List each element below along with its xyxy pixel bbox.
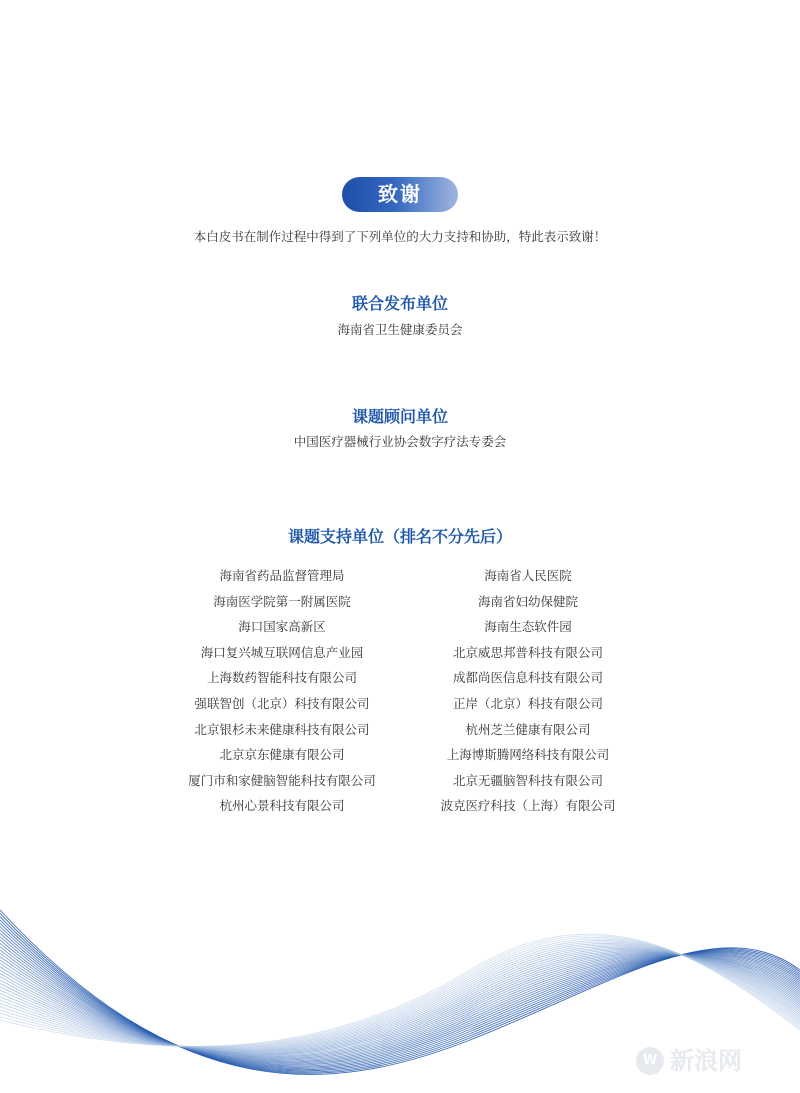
supporters-right-column [378,563,678,819]
supporter-item: 厦门市和家健脑智能科技有限公司 [188,772,376,788]
supporter-item: 上海数药智能科技有限公司 [206,670,357,686]
watermark [636,1045,786,1081]
supporter-item: 上海博斯腾网络科技有限公司 [446,747,610,763]
page-title: 致谢 [378,182,422,206]
supporter-item: 北京银杉未来健康科技有限公司 [194,721,370,737]
supporter-item: 海南省药品监督管理局 [219,568,345,583]
page-title-badge [342,177,458,212]
supporter-item: 海口国家高新区 [238,619,326,635]
supporter-item: 杭州芝兰健康有限公司 [465,721,591,737]
supporter-item: 正岸（北京）科技有限公司 [452,695,603,711]
supporter-item: 北京无疆脑智科技有限公司 [452,772,603,788]
supporter-item: 波克医疗科技（上海）有限公司 [440,798,616,814]
supporter-item: 海南省妇幼保健院 [477,593,578,609]
supporter-item: 强联智创（北京）科技有限公司 [194,695,370,711]
supporter-item: 海南生态软件园 [484,619,572,635]
supporter-item: 海南医学院第一附属医院 [213,593,351,609]
supporters-title: 课题支持单位（排名不分先后） [287,527,512,546]
supporter-item: 北京威思邦普科技有限公司 [452,644,603,660]
watermark-text: 新浪网 [670,1047,742,1075]
supporter-item: 海口复兴城互联网信息产业园 [200,644,364,660]
publisher-body: 海南省卫生健康委员会 [337,322,463,337]
supporter-item: 北京京东健康有限公司 [219,747,345,763]
supporter-item: 杭州心景科技有限公司 [219,798,345,814]
advisor-title: 课题顾问单位 [351,407,448,426]
supporter-item: 成都尚医信息科技有限公司 [452,670,603,686]
intro-text: 本白皮书在制作过程中得到了下列单位的大力支持和协助，特此表示致谢！ [193,229,607,244]
publisher-title: 联合发布单位 [351,294,448,313]
watermark-logo-icon: W [636,1047,664,1075]
advisor-body: 中国医疗器械行业协会数字疗法专委会 [293,434,507,449]
supporter-item: 海南省人民医院 [484,568,572,583]
